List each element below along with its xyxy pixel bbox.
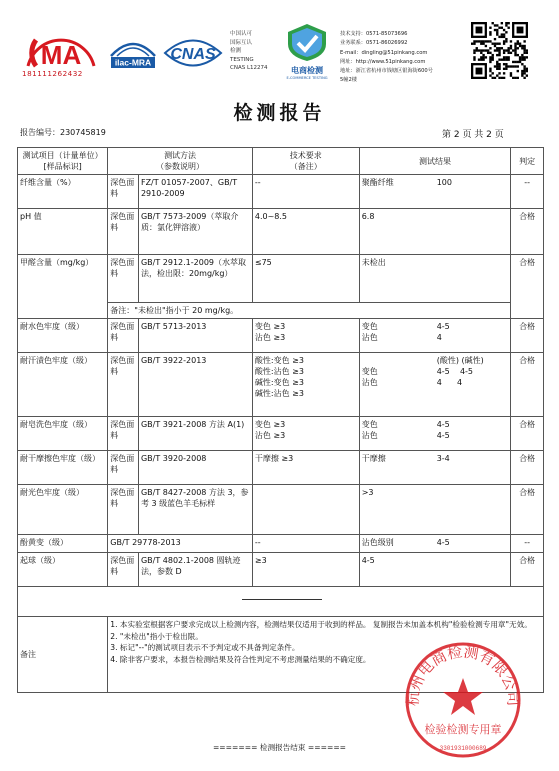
remarks-row: 备注 1. 本实验室根据客户要求完成以上检测内容，检测结果仅适用于收到的样品。 复制报告未加盖本机构"检验检测专用章"无效。 2. "未检出"指小于检出限。 3. 标记"--"的测试项目表示不予判定或不具备判定条件。 4. 除非客户要求，本报告检测结果及符合性判定不考虑测量结果的不确定度。 xyxy=(18,617,544,693)
cma-number: 181111262432 xyxy=(22,69,83,78)
header-item: 测试项目（计量单位） [样品标识] xyxy=(18,148,108,175)
table-row: 甲醛含量（mg/kg） 深色面料 GB/T 2912.1-2009（水萃取法，检出限：20mg/kg） ≤75 未检出 合格 xyxy=(18,255,544,303)
ec-en: E-COMMERCE TESTING xyxy=(286,76,328,80)
ilac-text: ilac-MRA xyxy=(114,57,152,68)
remark-item: 2. "未检出"指小于检出限。 xyxy=(110,631,203,641)
accreditation-text: 中国认可 国际互认 检测 TESTING CNAS L12274 xyxy=(230,31,268,72)
table-header-row xyxy=(18,148,544,175)
table-row: pH 值 深色面料 GB/T 7573-2009（萃取介质：氯化钾溶液） 4.0~8.5 6.8 合格 xyxy=(18,209,544,255)
stamp-number: 3301931000689 xyxy=(439,745,487,752)
qr-code xyxy=(471,22,528,79)
test-results-table xyxy=(17,147,544,693)
ecommerce-testing-logo xyxy=(282,22,332,80)
table-row: 起球（级） 深色面料 GB/T 4802.1-2008 圆轨迹法，参数 D ≥3 4-5 合格 xyxy=(18,553,544,587)
table-row: 耐光色牢度（级） 深色面料 GB/T 8427-2008 方法 3，参考 3 级蓝色羊毛标样 >3 合格 xyxy=(18,485,544,535)
table-row: 耐干摩擦色牢度（级） 深色面料 GB/T 3920-2008 干摩擦 ≥3 干摩擦 3-4 合格 xyxy=(18,451,544,485)
cnas-text: CNAS xyxy=(170,46,216,63)
cnas-logo xyxy=(162,34,224,72)
header-result: 测试结果 xyxy=(359,148,511,175)
stamp-arc-text: 杭州电商检测有限公司 xyxy=(403,642,523,707)
official-stamp xyxy=(396,634,531,762)
table-row: 纤维含量（%） 深色面料 FZ/T 01057-2007、GB/T 2910-2009 -- 聚酯纤维 100 -- xyxy=(18,175,544,209)
table-row: 耐皂洗色牢度（级） 深色面料 GB/T 3921-2008 方法 A(1) 变色 ≥3 沾色 ≥3 变色 沾色 4-5 4-5 合格 xyxy=(18,417,544,451)
header-requirement: 技术要求 （备注） xyxy=(252,148,359,175)
table-row: 耐汗渍色牢度（级） 深色面料 GB/T 3922-2013 酸性:变色 ≥3 酸性:沾色 ≥3 碱性:变色 ≥3 碱性:沾色 ≥3 变色 沾色 (酸性) (碱性) 4-5 4-5 4 4 合格 xyxy=(18,353,544,417)
separator-line xyxy=(242,599,322,600)
report-number: 报告编号：230745819 xyxy=(20,128,106,137)
header-judgement: 判定 xyxy=(511,148,544,175)
remark-item: 1. 本实验室根据客户要求完成以上检测内容，检测结果仅适用于收到的样品。 复制报告未加盖本机构"检验检测专用章"无效。 xyxy=(110,620,532,629)
table-row-note: 备注："未检出"指小于 20 mg/kg。 xyxy=(18,303,544,319)
report-end-marker: ======= 检测报告结束 ====== xyxy=(212,743,347,752)
page-title: 检测报告 xyxy=(233,102,326,124)
table-row: 酚黄变（级） GB/T 29778-2013 -- 沾色级别 4-5 -- xyxy=(18,535,544,553)
table-row: 耐水色牢度（级） 深色面料 GB/T 5713-2013 变色 ≥3 沾色 ≥3 变色 沾色 4-5 4 合格 xyxy=(18,319,544,353)
stamp-center-text: 检验检测专用章 xyxy=(424,723,502,736)
header-method: 测试方法 （参数说明） xyxy=(108,148,253,175)
svg-text:MA: MA xyxy=(40,40,82,70)
remark-item: 3. 标记"--"的测试项目表示不予判定或不具备判定条件。 xyxy=(110,643,300,652)
contact-info: 技术支持：0571-85073696 业务联系：0571-86026992 E-mail：dingling@51pinkang.com 网址：http://www.51pinkang.com 地址：浙江省杭州市钱塘区银海街600号 5幢2楼 xyxy=(340,31,433,84)
ec-name: 电商检测 xyxy=(291,66,323,75)
remark-item: 4. 除非客户要求，本报告检测结果及符合性判定不考虑测量结果的不确定度。 xyxy=(110,654,371,664)
blank-row xyxy=(18,587,544,617)
page-indicator: 第 2 页 共 2 页 xyxy=(442,130,504,140)
ilac-mra-logo xyxy=(107,34,159,72)
